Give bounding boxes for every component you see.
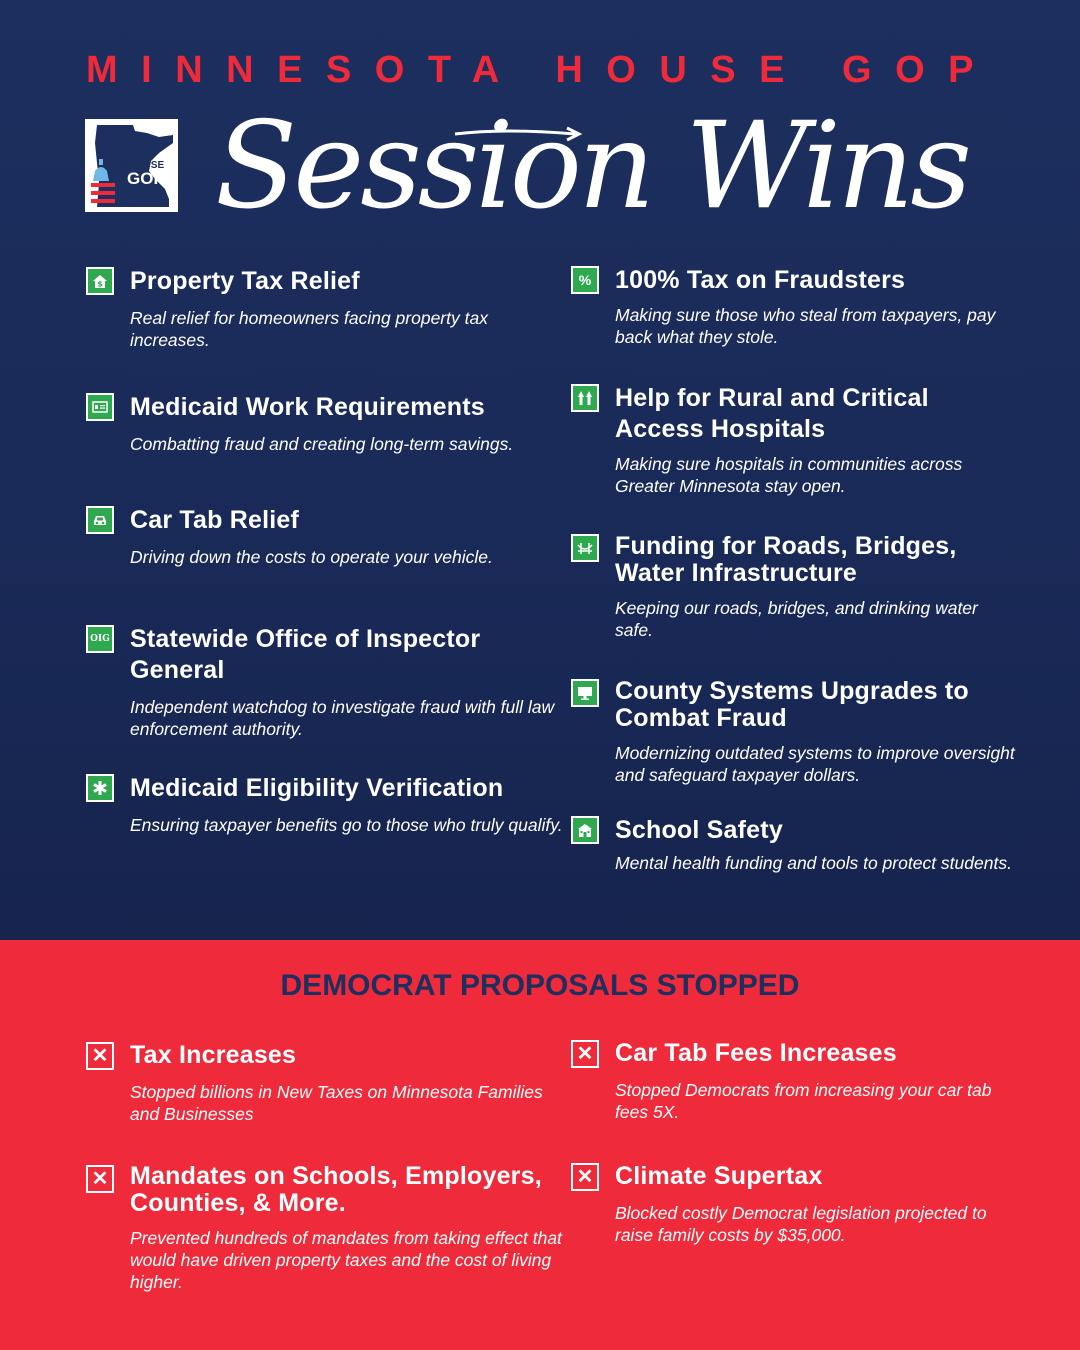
win-title: School Safety (615, 816, 783, 844)
session-wins-script-text: Session Wins (215, 97, 968, 236)
rural-trees-icon (571, 384, 599, 412)
stopped-title: Climate Supertax (615, 1162, 823, 1190)
stopped-desc: Blocked costly Democrat legislation projected to raise family costs by $35,000. (615, 1203, 987, 1245)
win-item (97, 266, 570, 351)
stopped-item (91, 1040, 570, 1125)
win-item (615, 533, 1015, 641)
x-box-icon: ✕ (86, 1165, 114, 1193)
win-title: 100% Tax on Fraudsters (615, 266, 906, 294)
bridge-icon (571, 534, 599, 562)
win-desc: Making sure those who steal from taxpayers, pay back what they stole. (615, 305, 996, 347)
medical-star-icon (86, 774, 114, 802)
win-item (578, 265, 1015, 348)
win-title: Medicaid Work Requirements (130, 393, 485, 421)
stopped-title: Car Tab Fees Increases (615, 1039, 897, 1067)
win-desc: Driving down the costs to operate your vehicle. (130, 547, 493, 567)
win-title: Car Tab Relief (130, 506, 300, 534)
stopped-item (91, 1162, 570, 1293)
stopped-item (576, 1161, 1015, 1246)
win-item (130, 773, 570, 836)
stopped-item (576, 1038, 1015, 1123)
session-wins-title (205, 72, 968, 242)
win-item (615, 383, 1015, 497)
percent-icon (571, 266, 599, 294)
stopped-desc: Stopped Democrats from increasing your car tab fees 5X. (615, 1080, 992, 1122)
stopped-title: Tax Increases (130, 1041, 297, 1069)
x-box-icon: ✕ (571, 1163, 599, 1191)
svg-text:$: $ (97, 279, 103, 289)
logo-text-gop: GOP (127, 169, 165, 188)
win-item (90, 624, 570, 740)
win-title: Help for Rural and Critical Access Hospitals (615, 384, 929, 443)
win-desc: Mental health funding and tools to protect students. (615, 853, 1012, 873)
win-desc: Real relief for homeowners facing property tax increases. (130, 308, 488, 350)
stopped-desc: Stopped billions in New Taxes on Minnesota Families and Businesses (130, 1082, 543, 1124)
stopped-heading: DEMOCRAT PROPOSALS STOPPED (280, 969, 800, 1002)
win-desc: Independent watchdog to investigate fraud with full law enforcement authority. (130, 697, 555, 739)
house-dollar-icon (86, 267, 114, 295)
x-box-icon: ✕ (86, 1042, 114, 1070)
win-desc: Combatting fraud and creating long-term savings. (130, 434, 514, 454)
school-building-icon (571, 816, 599, 844)
win-title: Funding for Roads, Bridges, Water Infrastructure (615, 532, 957, 587)
stopped-desc: Prevented hundreds of mandates from taking effect that would have driven property taxes and the cost of living higher. (130, 1228, 562, 1292)
percent-icon-text: % (578, 272, 592, 288)
win-item (130, 392, 570, 455)
computer-monitor-icon (571, 679, 599, 707)
car-icon (86, 506, 114, 534)
id-card-icon (86, 393, 114, 421)
win-title: Medicaid Eligibility Verification (130, 774, 504, 802)
win-desc: Modernizing outdated systems to improve oversight and safeguard taxpayer dollars. (615, 743, 1015, 785)
win-title: Property Tax Relief (130, 267, 360, 295)
logo-text-mnhouse: MNHOUSE (113, 160, 165, 171)
stopped-title: Mandates on Schools, Employers, Counties, & More. (130, 1162, 542, 1217)
win-title: Statewide Office of Inspector General (130, 625, 481, 684)
oig-badge-icon (86, 625, 114, 653)
header-kicker: MINNESOTA HOUSE GOP (86, 49, 997, 91)
win-desc: Keeping our roads, bridges, and drinking water safe. (615, 598, 978, 640)
win-desc: Ensuring taxpayer benefits go to those who truly qualify. (130, 815, 563, 835)
x-box-icon: ✕ (571, 1040, 599, 1068)
mnhouse-gop-logo (85, 119, 178, 212)
oig-icon-text: OIG (90, 634, 110, 644)
win-desc: Making sure hospitals in communities across Greater Minnesota stay open. (615, 454, 963, 496)
win-item (130, 505, 570, 568)
win-item (615, 815, 1015, 874)
win-item (615, 678, 1015, 786)
win-title: County Systems Upgrades to Combat Fraud (615, 677, 969, 732)
